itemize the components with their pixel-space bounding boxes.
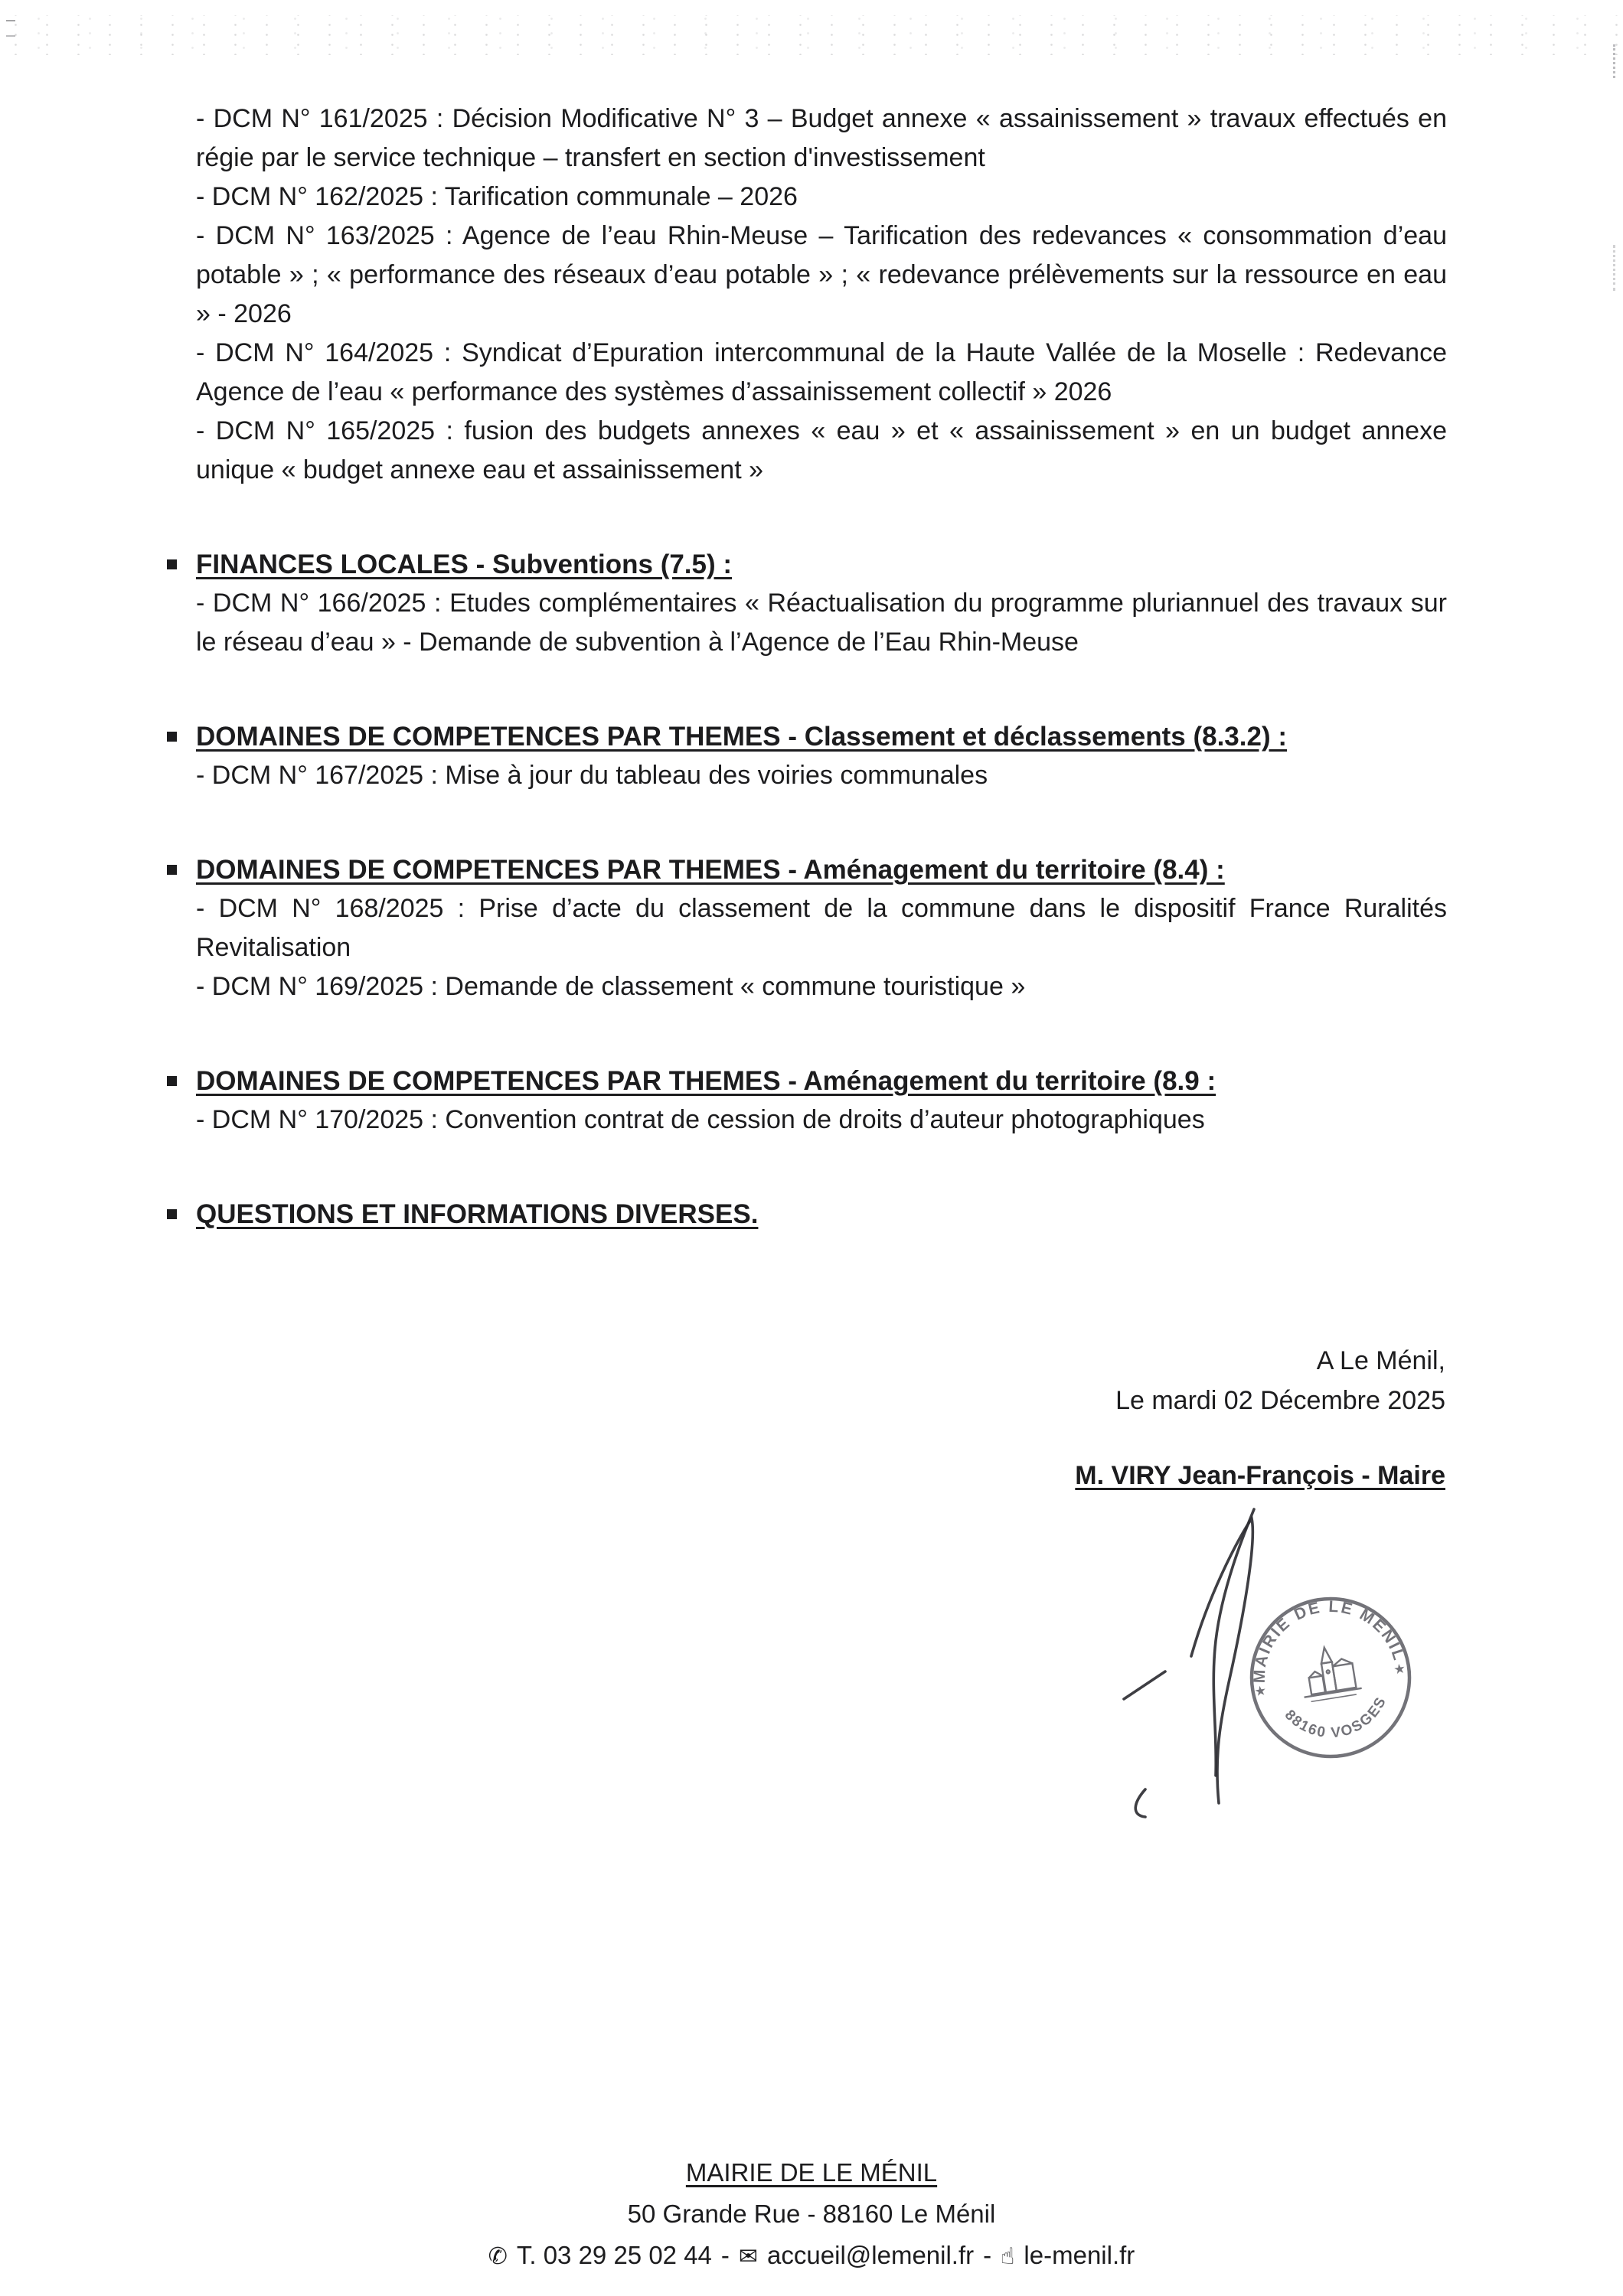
dcm-item-168: - DCM N° 168/2025 : Prise d’acte du classement de la commune dans le dispositif France Ruralités Revitalisation bbox=[196, 894, 1447, 962]
dcm-item-166: - DCM N° 166/2025 : Etudes complémentaires « Réactualisation du programme pluriannuel des travaux sur le réseau d’eau » - Demande de subvention à l’Agence de l’Eau Rhin-Meuse bbox=[196, 589, 1447, 657]
dcm-item-161: - DCM N° 161/2025 : Décision Modificative N° 3 – Budget annexe « assainissement » travaux effectués en régie par le service technique – transfert en section d'investissement bbox=[196, 104, 1447, 172]
email-icon: ✉ bbox=[738, 2244, 759, 2269]
stamp-bottom-text: 88160 VOSGES bbox=[1281, 1694, 1390, 1742]
stamp-top-text: MAIRIE DE LE MÉNIL bbox=[1250, 1597, 1409, 1684]
scan-noise-band bbox=[0, 15, 1623, 55]
dcm-item-167: - DCM N° 167/2025 : Mise à jour du tableau des voiries communales bbox=[196, 761, 988, 790]
section-heading-classement: DOMAINES DE COMPETENCES PAR THEMES - Classement et déclassements (8.3.2) : bbox=[196, 722, 1287, 752]
bullet-square-icon bbox=[167, 732, 177, 742]
official-stamp bbox=[1226, 1573, 1436, 1783]
scan-mark-right-top bbox=[1613, 44, 1615, 78]
dcm-item-164: - DCM N° 164/2025 : Syndicat d’Epuration intercommunal de la Haute Vallée de la Moselle : Redevance Agence de l’eau « performance des systèmes d’assainissement collectif » 2026 bbox=[196, 338, 1447, 406]
footer-address: 50 Grande Rue - 88160 Le Ménil bbox=[627, 2200, 996, 2228]
bullet-square-icon bbox=[167, 559, 177, 569]
dcm-item-169: - DCM N° 169/2025 : Demande de classement « commune touristique » bbox=[196, 972, 1026, 1001]
section-amenagement-89 bbox=[167, 1062, 1447, 1140]
phone-icon: ✆ bbox=[488, 2244, 508, 2269]
footer-email: accueil@lemenil.fr bbox=[767, 2241, 975, 2269]
bullet-square-icon bbox=[167, 865, 177, 875]
section-questions-diverses bbox=[167, 1195, 1447, 1234]
scan-mark-right-mid bbox=[1613, 245, 1615, 291]
footer-contact-line bbox=[0, 2235, 1623, 2278]
section-amenagement-84 bbox=[167, 850, 1447, 1006]
closing-block bbox=[1075, 1341, 1445, 1495]
dcm-item-170: - DCM N° 170/2025 : Convention contrat de cession de droits d’auteur photographiques bbox=[196, 1105, 1205, 1134]
scan-mark-left bbox=[6, 20, 15, 37]
dcm-item-165: - DCM N° 165/2025 : fusion des budgets annexes « eau » et « assainissement » en un budget annexe unique « budget annexe eau et assainissement » bbox=[196, 416, 1447, 484]
section-finances-locales bbox=[167, 545, 1447, 662]
document-body bbox=[167, 99, 1447, 1234]
svg-text:MAIRIE DE LE MÉNIL bbox=[1239, 1587, 1409, 1686]
footer-org-name: MAIRIE DE LE MÉNIL bbox=[685, 2158, 938, 2187]
footer-separator: - bbox=[720, 2241, 730, 2269]
footer-separator: - bbox=[983, 2241, 992, 2269]
web-hand-icon: ☝ bbox=[1001, 2244, 1015, 2269]
stamp-star-left-icon: ★ bbox=[1254, 1684, 1267, 1699]
section-heading-finances-locales: FINANCES LOCALES - Subventions (7.5) : bbox=[196, 550, 733, 579]
dcm-list-continuation bbox=[167, 99, 1447, 490]
footer-block bbox=[0, 2152, 1623, 2278]
dcm-item-163: - DCM N° 163/2025 : Agence de l’eau Rhin-Meuse – Tarification des redevances « consommation d’eau potable » ; « performance des réseaux d’eau potable » ; « redevance prélèvements sur la ressource en eau » - 2026 bbox=[196, 221, 1447, 328]
section-heading-amenagement-84: DOMAINES DE COMPETENCES PAR THEMES - Aménagement du territoire (8.4) : bbox=[196, 855, 1225, 885]
footer-website: le-menil.fr bbox=[1024, 2241, 1135, 2269]
closing-place: A Le Ménil, bbox=[1316, 1346, 1445, 1375]
dcm-item-162: - DCM N° 162/2025 : Tarification communale – 2026 bbox=[196, 182, 798, 211]
footer-phone: T. 03 29 25 02 44 bbox=[516, 2241, 712, 2269]
bullet-square-icon bbox=[167, 1076, 177, 1086]
section-heading-amenagement-89: DOMAINES DE COMPETENCES PAR THEMES - Aménagement du territoire (8.9 : bbox=[196, 1066, 1216, 1096]
signatory-name: M. VIRY Jean-François - Maire bbox=[1075, 1461, 1445, 1490]
stamp-star-right-icon: ★ bbox=[1393, 1662, 1406, 1677]
closing-date: Le mardi 02 Décembre 2025 bbox=[1115, 1386, 1445, 1415]
section-heading-questions: QUESTIONS ET INFORMATIONS DIVERSES. bbox=[196, 1199, 759, 1229]
section-classement-declassements bbox=[167, 717, 1447, 795]
stamp-church-icon bbox=[1297, 1643, 1363, 1703]
bullet-square-icon bbox=[167, 1209, 177, 1219]
